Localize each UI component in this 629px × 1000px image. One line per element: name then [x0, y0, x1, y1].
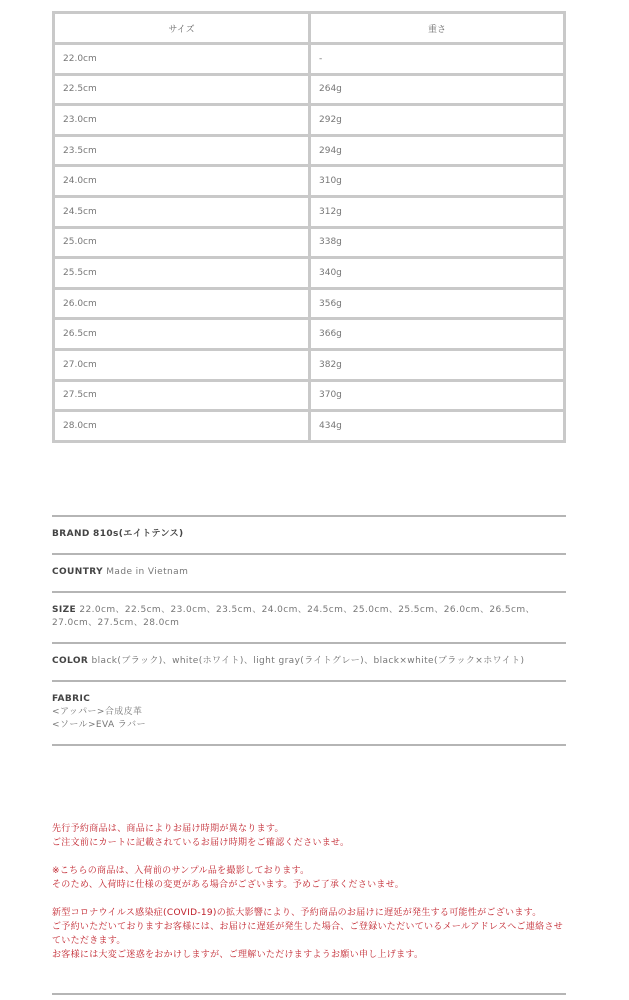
- size-cell: 23.5cm: [55, 137, 311, 168]
- country-value: Made in Vietnam: [106, 567, 189, 577]
- divider: [52, 993, 566, 995]
- size-cell: 25.0cm: [55, 229, 311, 260]
- size-cell: 27.5cm: [55, 382, 311, 413]
- notice-covid: [52, 906, 566, 962]
- size-cell: 24.0cm: [55, 167, 311, 198]
- size-cell: 24.5cm: [55, 198, 311, 229]
- table-row: [55, 259, 566, 290]
- size-cell: 23.0cm: [55, 106, 311, 137]
- weight-cell: 310g: [311, 167, 566, 198]
- weight-cell: 292g: [311, 106, 566, 137]
- weight-cell: 356g: [311, 290, 566, 321]
- table-row: [55, 229, 566, 260]
- size-column-header: サイズ: [55, 14, 311, 45]
- color-value: black(ブラック)、white(ホワイト)、light gray(ライトグレー)、black×white(ブラック×ホワイト): [91, 656, 525, 666]
- weight-cell: 340g: [311, 259, 566, 290]
- table-row: [55, 320, 566, 351]
- spec-brand: [52, 515, 566, 553]
- notice-line: 先行予約商品は、商品によりお届け時期が異なります。: [52, 824, 284, 834]
- fabric-sole: <ソール>EVA ラバー: [52, 720, 146, 730]
- size-value: 22.0cm、22.5cm、23.0cm、23.5cm、24.0cm、24.5cm、25.0cm、25.5cm、26.0cm、26.5cm、27.0cm、27.5cm、28.0cm: [52, 605, 535, 628]
- weight-cell: 382g: [311, 351, 566, 382]
- product-spec-list: [52, 515, 566, 746]
- spec-fabric: [52, 680, 566, 746]
- weight-cell: 312g: [311, 198, 566, 229]
- weight-cell: 366g: [311, 320, 566, 351]
- size-cell: 26.0cm: [55, 290, 311, 321]
- fabric-upper: <アッパー>合成皮革: [52, 707, 143, 717]
- size-weight-table: [52, 11, 566, 443]
- spec-size: [52, 591, 566, 642]
- spec-label: COLOR: [52, 656, 89, 666]
- weight-cell: 294g: [311, 137, 566, 168]
- table-row: [55, 412, 566, 443]
- table-row: [55, 76, 566, 107]
- weight-cell: 434g: [311, 412, 566, 443]
- notice-line: ご予約いただいておりますお客様には、お届けに遅延が発生した場合、ご登録いただいているメールアドレスへご連絡させていただきます。: [52, 922, 564, 946]
- notice-sample: [52, 864, 566, 892]
- notice-line: ※こちらの商品は、入荷前のサンプル品を撮影しております。: [52, 866, 310, 876]
- table-row: [55, 106, 566, 137]
- table-row: [55, 290, 566, 321]
- notice-line: ご注文前にカートに記載されているお届け時期をご確認くださいませ。: [52, 838, 350, 848]
- notice-line: お客様には大変ご迷惑をおかけしますが、ご理解いただけますようお願い申し上げます。: [52, 950, 424, 960]
- table-row: [55, 137, 566, 168]
- spec-label: COUNTRY: [52, 567, 103, 577]
- table-header-row: [55, 14, 566, 45]
- weight-cell: -: [311, 45, 566, 76]
- table-row: [55, 351, 566, 382]
- spec-label: BRAND: [52, 529, 90, 539]
- table-row: [55, 45, 566, 76]
- notice-section: [52, 822, 566, 976]
- weight-column-header: 重さ: [311, 14, 566, 45]
- size-cell: 27.0cm: [55, 351, 311, 382]
- spec-label: FABRIC: [52, 694, 91, 704]
- size-cell: 22.0cm: [55, 45, 311, 76]
- spec-label: SIZE: [52, 605, 77, 615]
- notice-line: 新型コロナウイルス感染症(COVID-19)の拡大影響により、予約商品のお届けに遅延が発生する可能性がございます。: [52, 908, 542, 918]
- size-cell: 26.5cm: [55, 320, 311, 351]
- table-row: [55, 167, 566, 198]
- table-row: [55, 198, 566, 229]
- weight-cell: 264g: [311, 76, 566, 107]
- weight-cell: 338g: [311, 229, 566, 260]
- notice-preorder: [52, 822, 566, 850]
- spec-color: [52, 642, 566, 680]
- size-cell: 22.5cm: [55, 76, 311, 107]
- notice-line: そのため、入荷時に仕様の変更がある場合がございます。予めご了承くださいませ。: [52, 880, 405, 890]
- brand-value: 810s(エイトテンス): [93, 529, 184, 539]
- weight-cell: 370g: [311, 382, 566, 413]
- size-cell: 28.0cm: [55, 412, 311, 443]
- size-cell: 25.5cm: [55, 259, 311, 290]
- spec-country: [52, 553, 566, 591]
- table-row: [55, 382, 566, 413]
